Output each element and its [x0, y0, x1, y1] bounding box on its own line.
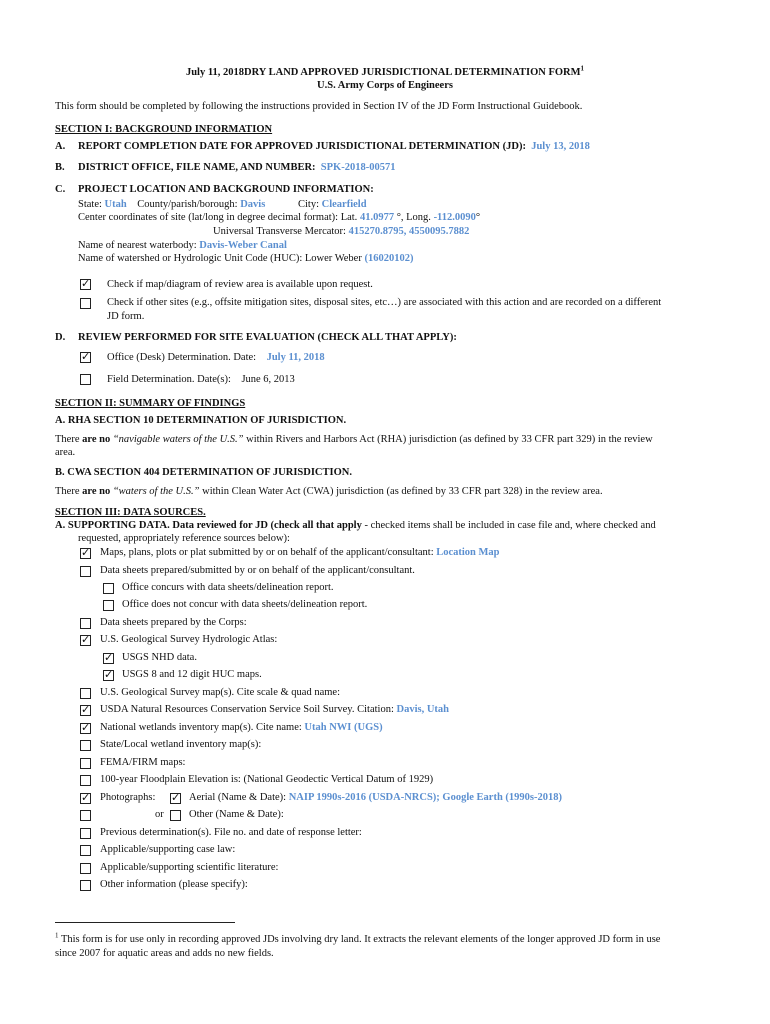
nhd-checkbox[interactable]: [103, 653, 114, 666]
checkbox-icon: [80, 740, 91, 751]
checkmark-icon: [80, 548, 91, 559]
waterbody-line: Name of nearest waterbody: Davis-Weber Canal: [78, 240, 287, 251]
section-3-heading: SECTION III: DATA SOURCES.: [55, 507, 206, 518]
checkbox-icon: [80, 374, 91, 385]
other-photo-checkbox[interactable]: [170, 810, 181, 823]
checkbox-icon: [80, 758, 91, 769]
floodplain-checkbox[interactable]: [80, 775, 91, 788]
checkmark-icon: [80, 352, 91, 363]
case-law-label: Applicable/supporting case law:: [100, 844, 236, 855]
section-2-heading: SECTION II: SUMMARY OF FINDINGS: [55, 398, 246, 409]
other-sites-label-cont: JD form.: [107, 311, 145, 322]
field-determination-checkbox[interactable]: [80, 374, 91, 387]
other-info-checkbox[interactable]: [80, 880, 91, 893]
other-info-label: Other information (please specify):: [100, 879, 248, 890]
state-inventory-label: State/Local wetland inventory map(s):: [100, 739, 262, 750]
office-date-value: July 11, 2018: [266, 352, 325, 363]
file-number-value: SPK-2018-00571: [320, 162, 396, 173]
aerial-value: NAIP 1990s-2016 (USDA-NRCS); Google Earth (1990s-2018): [288, 792, 562, 803]
checkmark-icon: [80, 635, 91, 646]
section-1c-heading: PROJECT LOCATION AND BACKGROUND INFORMATION:: [78, 184, 374, 195]
section-1a-text: REPORT COMPLETION DATE FOR APPROVED JURISDICTIONAL DETERMINATION (JD): July 13, 2018: [78, 141, 590, 152]
city-value: Clearfield: [321, 199, 367, 210]
nwi-label: National wetlands inventory map(s). Cite name: Utah NWI (UGS): [100, 722, 383, 733]
checkbox-icon: [80, 618, 91, 629]
atlas-label: U.S. Geological Survey Hydrologic Atlas:: [100, 634, 278, 645]
form-title: July 11, 2018DRY LAND APPROVED JURISDICTIONAL DETERMINATION FORM$^1$: [185, 64, 585, 78]
checkmark-icon: [170, 793, 181, 804]
maps-value: Location Map: [436, 547, 500, 558]
soil-survey-label: USDA Natural Resources Conservation Service Soil Survey. Citation: Davis, Utah: [100, 704, 450, 715]
floodplain-label: 100-year Floodplain Elevation is: (National Geodectic Vertical Datum of 1929): [100, 774, 434, 785]
utm-line: Universal Transverse Mercator: 415270.8795, 4550095.7882: [213, 226, 470, 237]
datasheets-checkbox[interactable]: [80, 566, 91, 579]
longitude-value: -112.0090: [433, 212, 476, 223]
section-1a: A.: [55, 141, 66, 152]
maps-checkbox[interactable]: [80, 548, 91, 561]
coordinates-line: Center coordinates of site (lat/long in degree decimal format): Lat. 41.0977 °, Long. -112.0090°: [78, 212, 481, 223]
aerial-checkbox[interactable]: [170, 793, 181, 806]
office-determination-line: Office (Desk) Determination. Date: July 11, 2018: [107, 352, 325, 363]
atlas-checkbox[interactable]: [80, 635, 91, 648]
checkmark-icon: [80, 793, 91, 804]
cwa-text: There are no “waters of the U.S.” within Clean Water Act (CWA) jurisdiction (as defined by 33 CFR part 328) in the review area.: [55, 486, 603, 497]
corps-label: Data sheets prepared by the Corps:: [100, 617, 247, 628]
footnote-marker: 1: [580, 64, 585, 73]
other-photo-label: Other (Name & Date):: [189, 809, 284, 820]
rha-text: There are no “navigable waters of the U.S.” within Rivers and Harbors Act (RHA) jurisdiction (as defined by 33 CFR part 329) in the review: [55, 434, 653, 445]
office-determination-checkbox[interactable]: [80, 352, 91, 365]
report-date-value: July 13, 2018: [531, 141, 590, 152]
checkbox-icon: [80, 863, 91, 874]
notconcur-label: Office does not concur with data sheets/delineation report.: [122, 599, 368, 610]
checkmark-icon: [103, 670, 114, 681]
huc-line: Name of watershed or Hydrologic Unit Code (HUC): Lower Weber (16020102): [78, 253, 414, 264]
map-diagram-label: Check if map/diagram of review area is available upon request.: [107, 279, 373, 290]
section-1b-text: DISTRICT OFFICE, FILE NAME, AND NUMBER: SPK-2018-00571: [78, 162, 396, 173]
checkbox-icon: [103, 583, 114, 594]
latitude-value: 41.0977: [359, 212, 395, 223]
nhd-label: USGS NHD data.: [122, 652, 197, 663]
checkmark-icon: [80, 723, 91, 734]
checkmark-icon: [80, 279, 91, 290]
or-label: or: [155, 809, 164, 820]
huc-maps-label: USGS 8 and 12 digit HUC maps.: [122, 669, 262, 680]
supporting-data-heading-cont: requested, appropriately reference sources below):: [78, 533, 290, 544]
previous-determination-checkbox[interactable]: [80, 828, 91, 841]
photographs-label: Photographs:: [100, 792, 156, 803]
footnote-line1: $^1$ This form is for use only in recording approved JDs involving dry land. It extracts the relevant elements of the longer approved JD form in use: [55, 931, 661, 945]
maps-label: Maps, plans, plots or plat submitted by or on behalf of the applicant/consultant: Location Map: [100, 547, 500, 558]
utm-value: 415270.8795, 4550095.7882: [348, 226, 470, 237]
soil-survey-checkbox[interactable]: [80, 705, 91, 718]
datasheets-label: Data sheets prepared/submitted by or on behalf of the applicant/consultant.: [100, 565, 415, 576]
section-1d-heading: REVIEW PERFORMED FOR SITE EVALUATION (CHECK ALL THAT APPLY):: [78, 332, 457, 343]
other-sites-checkbox[interactable]: [80, 298, 91, 311]
huc-maps-checkbox[interactable]: [103, 670, 114, 683]
previous-determination-label: Previous determination(s). File no. and date of response letter:: [100, 827, 362, 838]
state-county-city-line: State: Utah County/parish/borough: Davis: [78, 199, 266, 210]
checkbox-icon: [80, 810, 91, 821]
state-inventory-checkbox[interactable]: [80, 740, 91, 753]
section-1d-letter: D.: [55, 332, 66, 343]
nwi-value: Utah NWI (UGS): [304, 722, 383, 733]
form-subtitle: U.S. Army Corps of Engineers: [317, 80, 453, 91]
fema-checkbox[interactable]: [80, 758, 91, 771]
footnote-divider: [55, 922, 235, 923]
map-diagram-checkbox[interactable]: [80, 279, 91, 292]
field-determination-line: Field Determination. Date(s): June 6, 2013: [107, 374, 295, 385]
checkbox-icon: [103, 600, 114, 611]
huc-value: (16020102): [364, 253, 414, 264]
county-value: Davis: [240, 199, 266, 210]
soil-survey-value: Davis, Utah: [396, 704, 450, 715]
section-1b-letter: B.: [55, 162, 65, 173]
checkbox-icon: [80, 880, 91, 891]
literature-label: Applicable/supporting scientific literature:: [100, 862, 279, 873]
cwa-heading: B. CWA SECTION 404 DETERMINATION OF JURISDICTION.: [55, 467, 352, 478]
photographs-checkbox[interactable]: [80, 793, 91, 806]
checkmark-icon: [103, 653, 114, 664]
corps-checkbox[interactable]: [80, 618, 91, 631]
other-sites-label: Check if other sites (e.g., offsite mitigation sites, disposal sites, etc…) are associated with this action and are recorded on a different: [107, 297, 662, 308]
photo-or-checkbox[interactable]: [80, 810, 91, 823]
aerial-label: Aerial (Name & Date): NAIP 1990s-2016 (USDA-NRCS); Google Earth (1990s-2018): [189, 792, 562, 803]
fema-label: FEMA/FIRM maps:: [100, 757, 186, 768]
rha-text-cont: area.: [55, 447, 76, 458]
section-1-heading: SECTION I: BACKGROUND INFORMATION: [55, 124, 273, 135]
checkbox-icon: [80, 828, 91, 839]
intro-text: This form should be completed by following the instructions provided in Section IV of the JD Form Instructional Guidebook.: [55, 101, 583, 112]
rha-heading: A. RHA SECTION 10 DETERMINATION OF JURISDICTION.: [55, 415, 347, 426]
usgs-map-checkbox[interactable]: [80, 688, 91, 701]
state-value: Utah: [104, 199, 127, 210]
checkbox-icon: [80, 845, 91, 856]
notconcur-checkbox[interactable]: [103, 600, 114, 613]
concurs-checkbox[interactable]: [103, 583, 114, 596]
waterbody-value: Davis-Weber Canal: [199, 240, 287, 251]
checkbox-icon: [80, 298, 91, 309]
checkbox-icon: [80, 775, 91, 786]
checkbox-icon: [170, 810, 181, 821]
checkbox-icon: [80, 566, 91, 577]
checkmark-icon: [80, 705, 91, 716]
section-1c-letter: C.: [55, 184, 66, 195]
checkbox-icon: [80, 688, 91, 699]
case-law-checkbox[interactable]: [80, 845, 91, 858]
city-field: City: Clearfield: [298, 199, 367, 210]
literature-checkbox[interactable]: [80, 863, 91, 876]
nwi-checkbox[interactable]: [80, 723, 91, 736]
supporting-data-heading: A. SUPPORTING DATA. Data reviewed for JD (check all that apply - checked items shall be included in case file and, where checked and: [55, 520, 656, 531]
footnote-line2: since 2007 for aquatic areas and adds no new fields.: [55, 948, 274, 959]
field-date-value: June 6, 2013: [241, 374, 295, 385]
usgs-map-label: U.S. Geological Survey map(s). Cite scale & quad name:: [100, 687, 340, 698]
concurs-label: Office concurs with data sheets/delineation report.: [122, 582, 334, 593]
